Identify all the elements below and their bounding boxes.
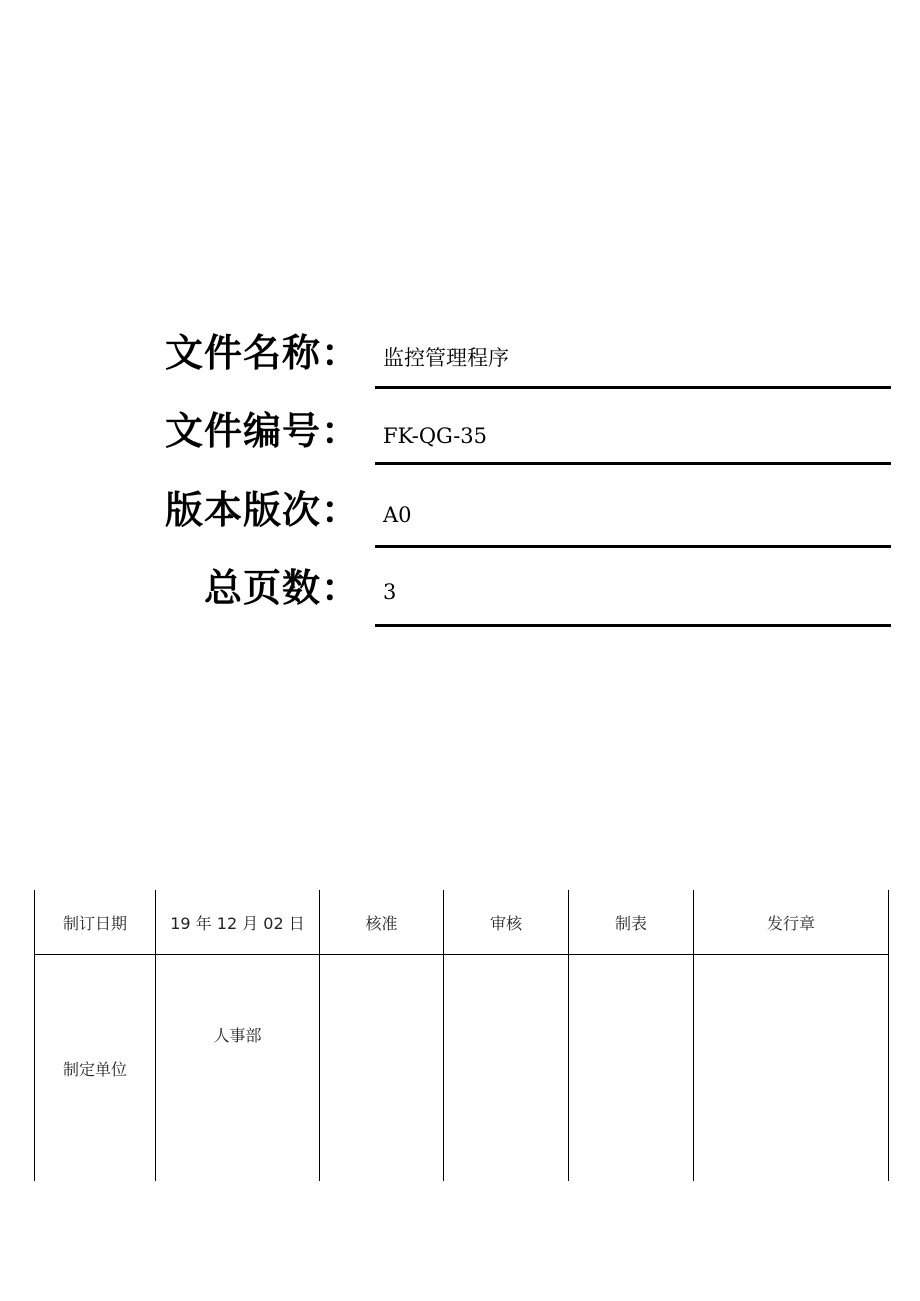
file-number-label: 文件编号： xyxy=(164,409,360,453)
file-number-value: FK-QG-35 xyxy=(383,424,488,448)
file-name-label: 文件名称： xyxy=(164,331,360,375)
approval-table xyxy=(34,890,889,1181)
total-pages-value: 3 xyxy=(383,580,397,604)
version-label: 版本版次： xyxy=(164,488,360,532)
total-pages-underline xyxy=(375,624,891,627)
table-row xyxy=(35,890,889,955)
file-name-value: 监控管理程序 xyxy=(383,346,509,370)
review-signature-cell xyxy=(444,955,569,1182)
file-name-underline xyxy=(375,386,891,389)
file-number-underline xyxy=(375,462,891,465)
version-underline xyxy=(375,545,891,548)
unit-label-cell: 制定单位 xyxy=(35,955,156,1182)
seal-label-cell: 发行章 xyxy=(694,890,889,955)
version-value: A0 xyxy=(383,503,412,527)
prepare-signature-cell xyxy=(569,955,694,1182)
date-value-cell: 19 年 12 月 02 日 xyxy=(156,890,320,955)
review-label-cell: 审核 xyxy=(444,890,569,955)
approve-signature-cell xyxy=(320,955,444,1182)
approve-label-cell: 核准 xyxy=(320,890,444,955)
seal-area-cell xyxy=(694,955,889,1182)
total-pages-label: 总页数： xyxy=(203,566,360,610)
date-label-cell: 制订日期 xyxy=(35,890,156,955)
unit-value-cell: 人事部 xyxy=(156,955,320,1182)
prepare-label-cell: 制表 xyxy=(569,890,694,955)
table-row xyxy=(35,955,889,1182)
